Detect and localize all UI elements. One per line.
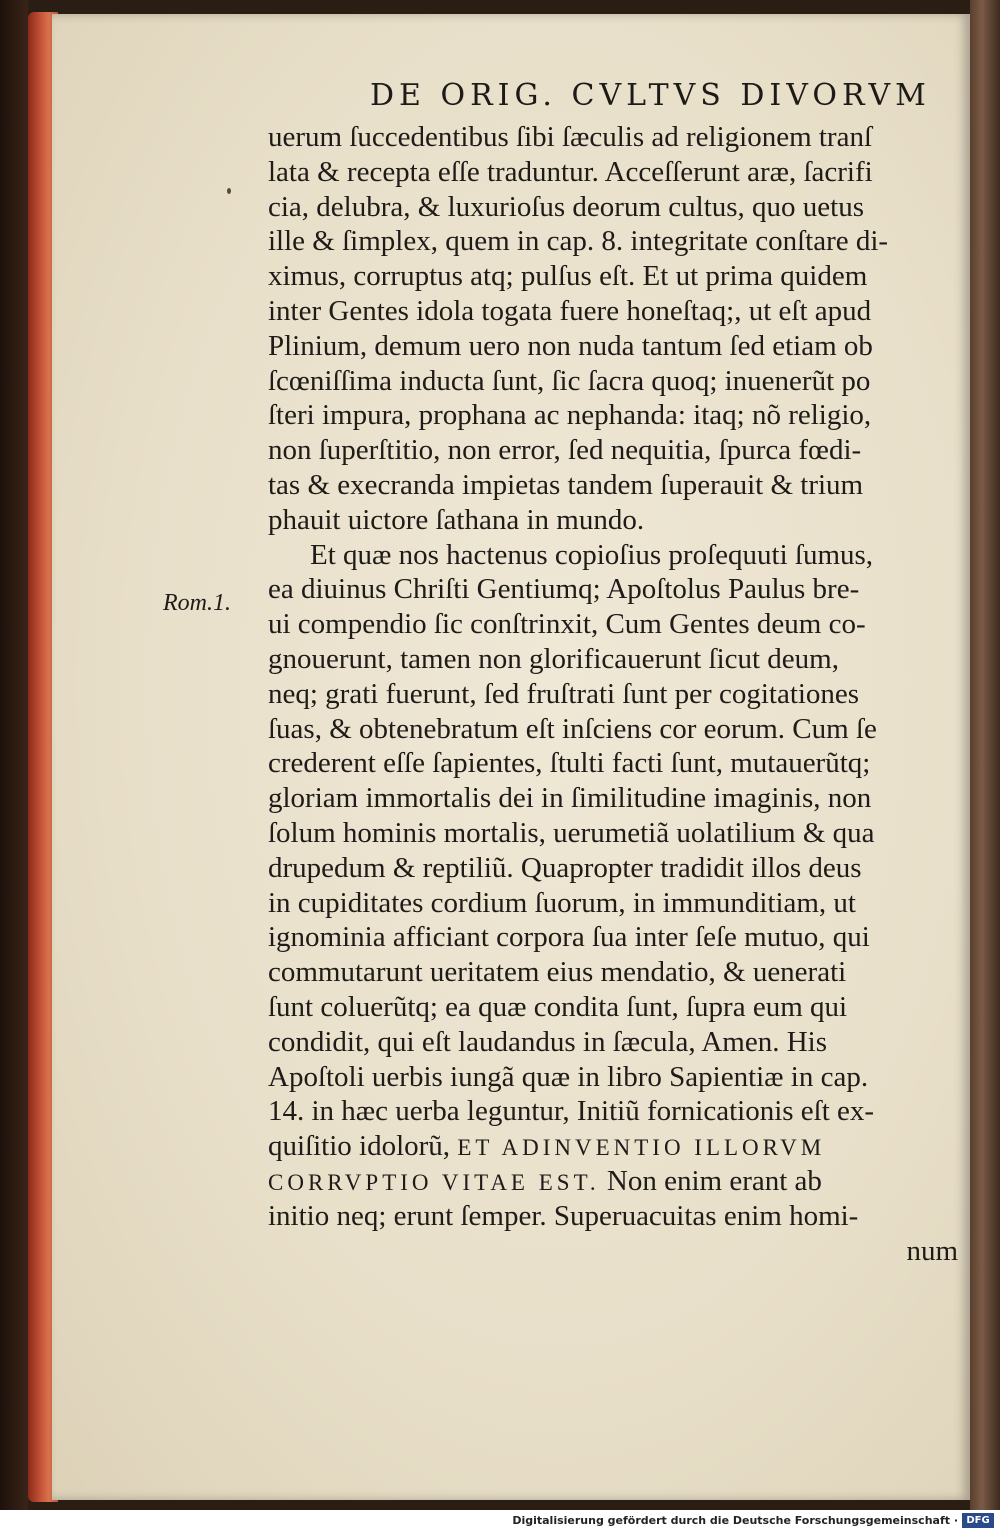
- margin-note-reference: Rom.1.: [163, 590, 231, 616]
- text-line: [268, 1164, 968, 1199]
- small-caps-quote: CORRVPTIO VITAE EST.: [268, 1169, 600, 1195]
- text-line: ſunt coluerũtq; ea quæ condita ſunt, ſupra eum qui: [268, 990, 848, 1023]
- text-line: uerum ſuccedentibus ſibi ſæculis ad religionem tranſ: [268, 121, 873, 153]
- text-line: inter Gentes idola togata fuere honeſtaq;, ut eſt apud: [268, 294, 872, 327]
- text-line: condidit, qui eſt laudandus in ſæcula, Amen. His: [268, 1025, 827, 1058]
- catchword: num: [906, 1234, 958, 1267]
- text-line: tas & execranda impietas tandem ſuperauit & trium: [268, 468, 864, 501]
- text-line: ximus, corruptus atq; pulſus eſt. Et ut prima quidem: [268, 260, 868, 293]
- book-spine-shadow: [0, 0, 28, 1510]
- text-line: ignominia afficiant corpora ſua inter ſeſe mutuo, qui: [268, 921, 870, 954]
- ink-speck: [227, 188, 231, 194]
- text-line: ille & ſimplex, quem in cap. 8. integritate conſtare di-: [268, 225, 889, 258]
- text-line: 14. in hæc uerba leguntur, Initiũ fornicationis eſt ex-: [268, 1095, 875, 1128]
- text-line: initio neq; erunt ſemper. Superuacuitas enim homi-: [268, 1199, 859, 1232]
- text-line: crederent eſſe ſapientes, ſtulti facti ſunt, mutauerũtq;: [268, 747, 871, 780]
- text-line: lata & recepta eſſe traduntur. Acceſſerunt aræ, ſacrifi: [268, 155, 873, 188]
- digitization-footer: [0, 1510, 1000, 1532]
- running-header: DE ORIG. CVLTVS DIVORVM: [370, 78, 931, 113]
- body-text: [268, 120, 968, 1268]
- text-line: Apoſtoli uerbis iungã quæ in libro Sapientiæ in cap.: [268, 1060, 869, 1093]
- text-line: [268, 1129, 968, 1164]
- text-line: ſolum hominis mortalis, uerumetiã uolatilium & qua: [268, 816, 875, 849]
- paragraph-start-line: Et quæ nos hactenus copioſius proſequuti ſumus,: [310, 538, 874, 571]
- funding-credit: Digitalisierung gefördert durch die Deutsche Forschungsgemeinschaft ·: [512, 1514, 958, 1527]
- book-right-edge: [970, 0, 1000, 1510]
- text-line: drupedum & reptiliũ. Quapropter tradidit illos deus: [268, 851, 862, 884]
- text-line: gloriam immortalis dei in ſimilitudine imaginis, non: [268, 782, 872, 815]
- text-line: in cupiditates cordium ſuorum, in immunditiam, ut: [268, 886, 856, 919]
- text-line: gnouerunt, tamen non glorificauerunt ſicut deum,: [268, 642, 839, 675]
- text-line: neq; grati fuerunt, ſed fruſtrati ſunt per cogitationes: [268, 677, 860, 710]
- text-line: ſuas, & obtenebratum eſt inſciens cor eorum. Cum ſe: [268, 712, 877, 745]
- text-line: phauit uictore ſathana in mundo.: [268, 503, 645, 536]
- text-line: commutarunt ueritatem eius mendatio, & uenerati: [268, 956, 847, 989]
- text-line: Plinium, demum uero non nuda tantum ſed etiam ob: [268, 329, 873, 362]
- text-line: ui compendio ſic conſtrinxit, Cum Gentes deum co-: [268, 608, 866, 641]
- small-caps-quote: ET ADINVENTIO ILLORVM: [457, 1135, 826, 1161]
- text-run: quiſitio idolorũ,: [268, 1130, 458, 1163]
- text-line: ſcœniſſima inducta ſunt, ſic ſacra quoq; inuenerũt po: [268, 364, 871, 397]
- text-line: ea diuinus Chriſti Gentiumq; Apoſtolus Paulus bre-: [268, 573, 860, 606]
- text-run: Non enim erant ab: [599, 1164, 822, 1197]
- text-line: cia, delubra, & luxurioſus deorum cultus, quo uetus: [268, 190, 865, 223]
- text-line: ſteri impura, prophana ac nephanda: itaq; nõ religio,: [268, 399, 872, 432]
- text-line: non ſuperſtitio, non error, ſed nequitia, ſpurca fœdi-: [268, 434, 862, 467]
- dfg-logo: DFG: [962, 1513, 994, 1528]
